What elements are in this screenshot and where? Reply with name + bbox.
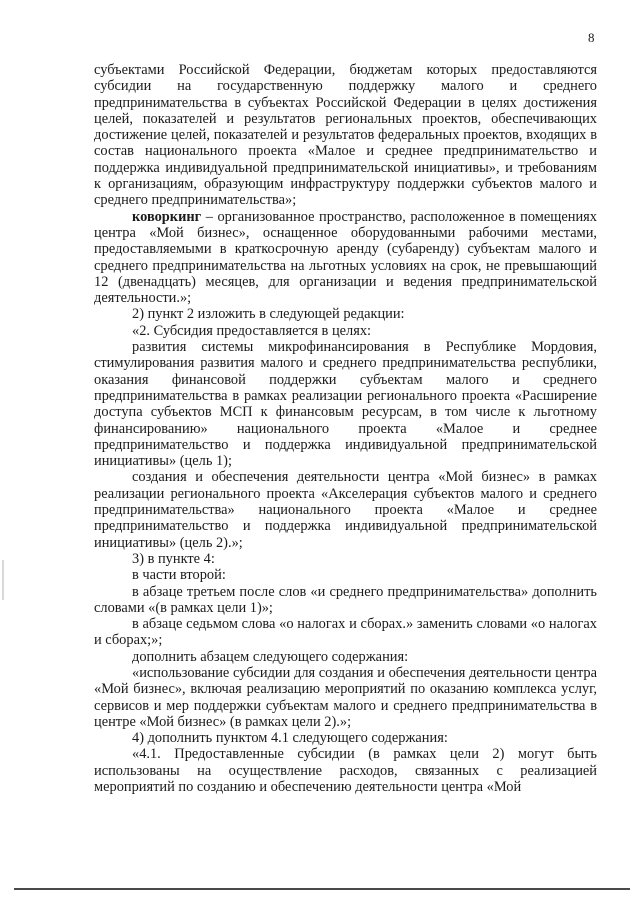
paragraph-goal-1: развития системы микрофинансирования в Республике Мордовия, стимулирования развития малого и среднего предпринимательства республики, оказания финансовой поддержки субъектам малого и среднего предпринимательства в рамках реализации регионального проекта «Расширение доступа субъектов МСП к финансовым ресурсам, в том числе к льготному финансированию» национального проекта «Малое и среднее предпринимательство и поддержка индивидуальной предпринимательской инициативы» (цель 1); — [94, 339, 597, 470]
paragraph-goal-2: создания и обеспечения деятельности центра «Мой бизнес» в рамках реализации регионального проекта «Акселерация субъектов малого и среднего предпринимательства» национального проекта «Малое и среднее предпринимательство и поддержка индивидуальной предпринимательской инициативы» (цель 2).»; — [94, 469, 597, 551]
paragraph-item-4-1: «4.1. Предоставленные субсидии (в рамках цели 2) могут быть использованы на осуществление расходов, связанных с реализацией мероприятий по созданию и обеспечению деятельности центра «Мой — [94, 746, 597, 796]
paragraph-coworking-definition — [94, 209, 597, 307]
term-coworking: коворкинг — [132, 208, 202, 225]
paragraph-abzac-7: в абзаце седьмом слова «о налогах и сборах.» заменить словами «о налогах и сборах;»; — [94, 616, 597, 649]
paragraph-item-3: 3) в пункте 4: — [132, 550, 215, 567]
coworking-definition-text: – организованное пространство, расположенное в помещениях центра «Мой бизнес», оснащенное оборудованными рабочими местами, предоставляемыми в краткосрочную аренду (субаренду) субъектам малого и среднего предпринимательства на льготных условиях на срок, не превышающий 12 (двенадцать) месяцев, для организации и ведения предпринимательской деятельности.»; — [94, 208, 597, 307]
page-number: 8 — [588, 30, 595, 45]
scan-bottom-edge — [14, 888, 630, 890]
paragraph-item-2: 2) пункт 2 изложить в следующей редакции: — [132, 306, 405, 323]
document-body — [94, 62, 597, 795]
paragraph-continuation: субъектами Российской Федерации, бюджетам которых предоставляются субсидии на государственную поддержку малого и среднего предпринимательства в субъектах Российской Федерации в целях достижения целей, показателей и результатов региональных проектов, обеспечивающих достижение целей, показателей и результатов федеральных проектов, входящих в состав национального проекта «Малое и среднее предпринимательство и поддержка индивидуальной предпринимательской инициативы», и требованиям к организациям, образующим инфраструктуру поддержки субъектов малого и среднего предпринимательства»; — [94, 62, 597, 209]
paragraph-add-abzac: дополнить абзацем следующего содержания: — [132, 648, 409, 665]
scan-edge-mark — [2, 560, 4, 600]
paragraph-abzac-3: в абзаце третьем после слов «и среднего предпринимательства» дополнить словами «(в рамках цели 1)»; — [94, 583, 597, 616]
paragraph-new-abzac: «использование субсидии для создания и обеспечения деятельности центра «Мой бизнес», включая реализацию мероприятий по оказанию комплекса услуг, сервисов и мер поддержки субъектам малого и среднего предпринимательства в центре «Мой бизнес» (в рамках цели 2).»; — [94, 664, 597, 730]
paragraph-item-4: 4) дополнить пунктом 4.1 следующего содержания: — [132, 730, 448, 747]
paragraph-part-two: в части второй: — [132, 567, 226, 584]
paragraph-subsidy-purpose: «2. Субсидия предоставляется в целях: — [132, 322, 372, 339]
